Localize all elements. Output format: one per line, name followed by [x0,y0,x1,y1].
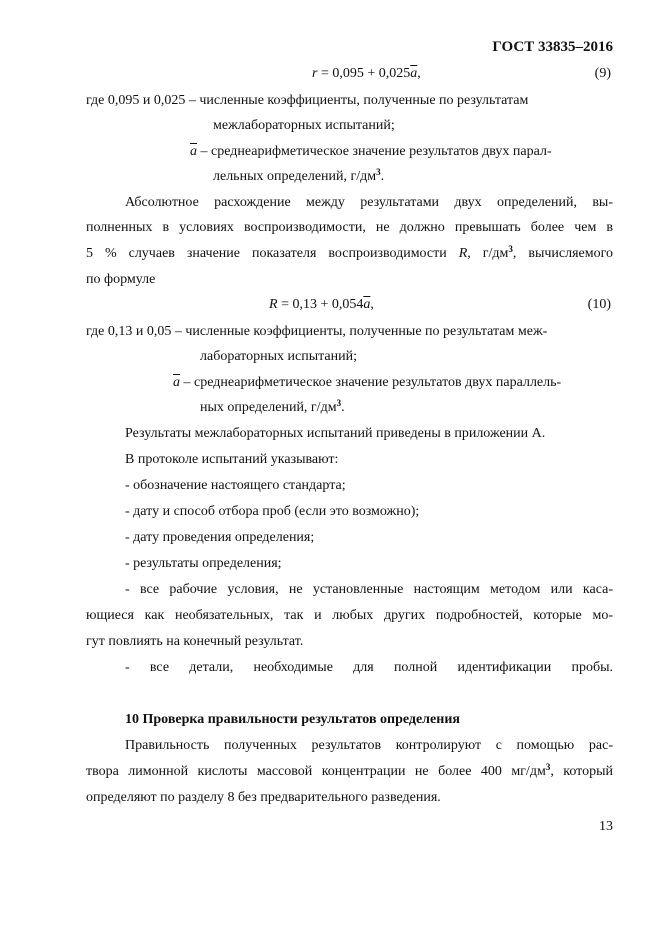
where-9-line1: где 0,095 и 0,025 – численные коэффициенты, полученные по результатам [86,93,529,108]
where-10-line1: где 0,13 и 0,05 – численные коэффициенты, полученные по результатам меж- [86,324,548,339]
para1-line1: Абсолютное расхождение между результатами двух определений, вы- [125,195,613,210]
section-10-line3: определяют по разделу 8 без предварительного разведения. [86,790,441,805]
results-reference: Результаты межлабораторных испытаний приведены в приложении А. [125,426,546,441]
where-10-line4: ных определений, $г/дм^3$. [200,398,345,415]
document-id-header: ГОСТ 33835–2016 [492,39,613,55]
para1-line2: полненных в условиях воспроизводимости, не должно превышать более чем в [86,220,613,235]
list-item: - дату и способ отбора проб (если это возможно); [125,504,420,519]
page-number: 13 [599,819,613,834]
section-10-line1: Правильность полученных результатов контролируют с помощью рас- [125,738,613,753]
section-10-title: 10 Проверка правильности результатов определения [125,712,460,727]
list-item: - дату проведения определения; [125,530,315,545]
where-9-line2: межлабораторных испытаний; [213,118,395,133]
protocol-intro: В протоколе испытаний указывают: [125,452,339,467]
formula-9: $r = 0,095 + 0,025\overline{a}$, [312,66,421,81]
list-item-5-line3: гут повлиять на конечный результат. [86,634,304,649]
list-item: - результаты определения; [125,556,282,571]
where-9-line3: $\overline{a}$ – среднеарифметическое значение результатов двух парал- [190,144,552,159]
section-10-line2: твора лимонной кислоты массовой концентрации не более 400 $мг/дм^3$, который [86,762,614,779]
para1-line4: по формуле [86,272,156,287]
list-item-5-line1: - все рабочие условия, не установленные настоящим методом или каса- [125,582,613,597]
list-item-6: - все детали, необходимые для полной идентификации пробы. [125,660,613,675]
where-10-line3: $\overline{a}$ – среднеарифметическое значение результатов двух параллель- [173,375,562,390]
formula-9-number: (9) [594,66,611,81]
para1-line3: 5 % случаев значение показателя воспроизводимости R, $г/дм^3$, вычисляемого [86,244,614,261]
formula-10: $R = 0,13 + 0,054\overline{a}$, [269,297,374,312]
list-item-5-line2: ющиеся как необязательных, так и любых других подробностей, которые мо- [86,608,613,623]
list-item: - обозначение настоящего стандарта; [125,478,346,493]
where-9-line4: лельных определений, $г/дм^3$. [213,167,385,184]
formula-10-number: (10) [587,297,611,312]
where-10-line2: лабораторных испытаний; [200,349,357,364]
